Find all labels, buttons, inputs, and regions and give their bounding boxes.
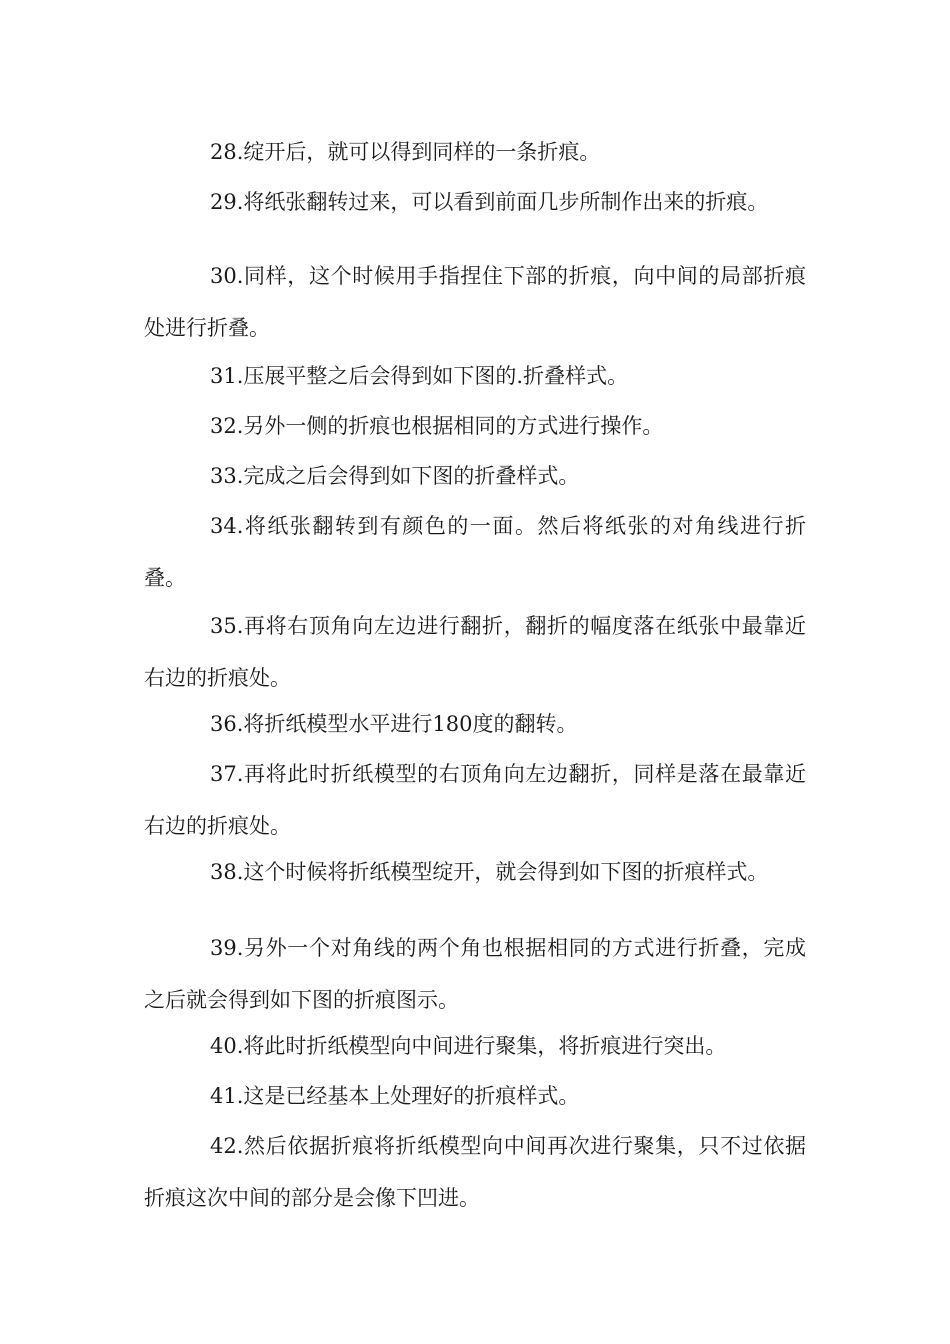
paragraph-28: 28.绽开后，就可以得到同样的一条折痕。: [210, 140, 601, 164]
paragraph-35: 35.再将右顶角向左边进行翻折，翻折的幅度落在纸张中最靠近右边的折痕处。: [144, 614, 806, 690]
paragraph-29: 29.将纸张翻转过来，可以看到前面几步所制作出来的折痕。: [210, 190, 769, 214]
paragraph-31: 31.压展平整之后会得到如下图的.折叠样式。: [210, 364, 629, 388]
paragraph-38: 38.这个时候将折纸模型绽开，就会得到如下图的折痕样式。: [210, 860, 769, 884]
paragraph-33: 33.完成之后会得到如下图的折叠样式。: [210, 464, 580, 488]
paragraph-34: 34.将纸张翻转到有颜色的一面。然后将纸张的对角线进行折叠。: [144, 514, 806, 590]
paragraph-40: 40.将此时折纸模型向中间进行聚集，将折痕进行突出。: [210, 1034, 727, 1058]
paragraph-32: 32.另外一侧的折痕也根据相同的方式进行操作。: [210, 414, 664, 438]
paragraph-37: 37.再将此时折纸模型的右顶角向左边翻折，同样是落在最靠近右边的折痕处。: [144, 762, 806, 838]
paragraph-36: 36.将折纸模型水平进行180度的翻转。: [210, 712, 578, 736]
paragraph-39: 39.另外一个对角线的两个角也根据相同的方式进行折叠，完成之后就会得到如下图的折痕图示。: [144, 936, 806, 1012]
paragraph-41: 41.这是已经基本上处理好的折痕样式。: [210, 1084, 580, 1108]
paragraph-30: 30.同样，这个时候用手指捏住下部的折痕，向中间的局部折痕处进行折叠。: [144, 264, 806, 340]
paragraph-42: 42.然后依据折痕将折纸模型向中间再次进行聚集，只不过依据折痕这次中间的部分是会像下凹进。: [144, 1134, 806, 1210]
